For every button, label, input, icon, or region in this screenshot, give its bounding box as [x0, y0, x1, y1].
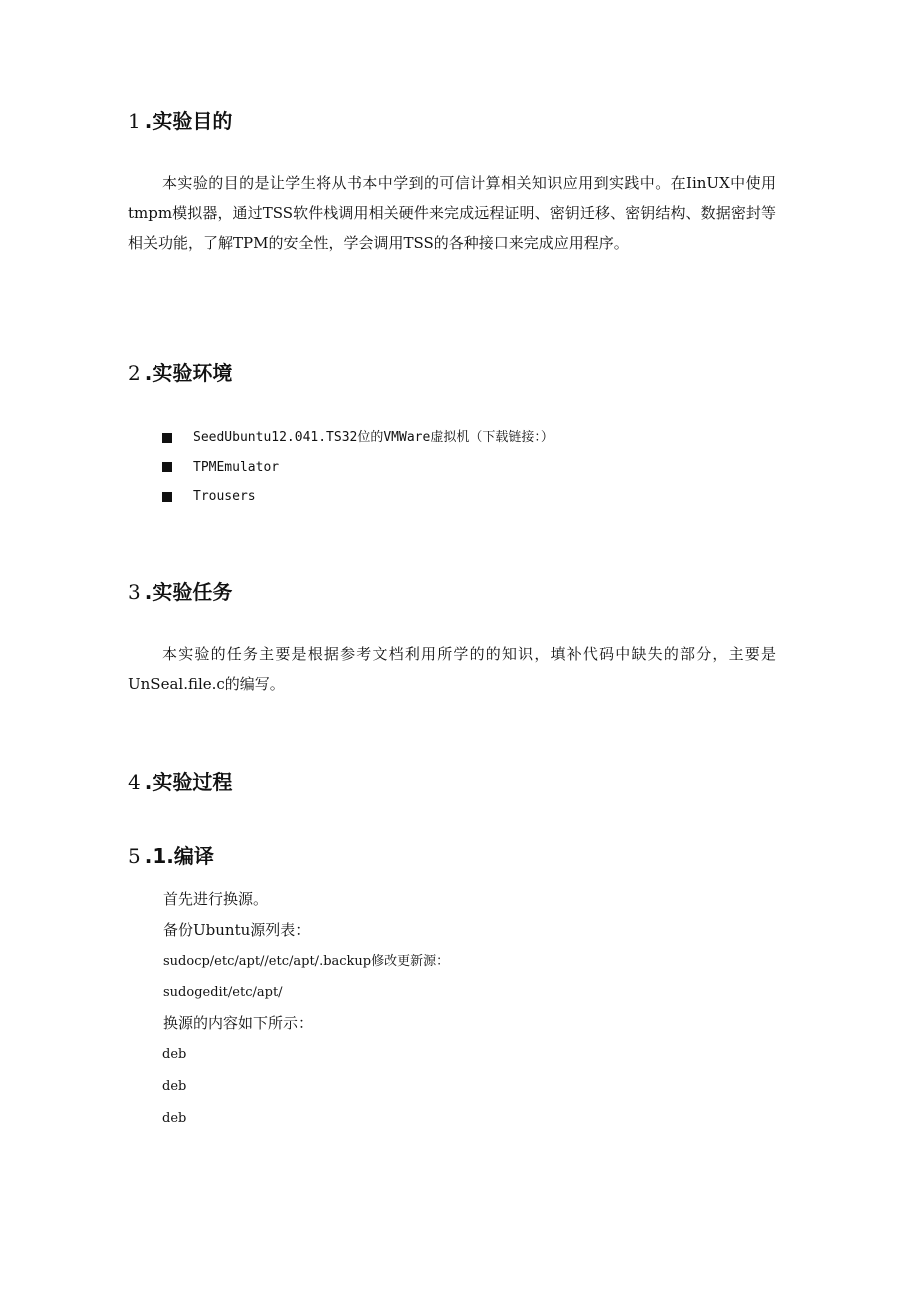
list-item-text: SeedUbuntu12.041.TS32位的VMWare虚拟机（下载链接：） — [193, 430, 554, 446]
list-item-text: TPMEmulator — [193, 459, 280, 475]
environment-list — [162, 423, 554, 512]
compile-line-2: 备份Ubuntu源列表： — [163, 921, 311, 939]
section-heading-task — [128, 580, 232, 604]
list-item — [162, 423, 554, 453]
section-title: .实验环境 — [144, 361, 233, 385]
section-number: 5 — [128, 844, 141, 868]
section-title: .实验目的 — [144, 109, 233, 133]
deb-line-1: deb — [162, 1047, 187, 1062]
section-heading-compile — [128, 844, 214, 868]
compile-line-1: 首先进行换源。 — [163, 890, 269, 908]
section-heading-process — [128, 770, 232, 794]
section-title: .实验过程 — [144, 770, 233, 794]
section-number: 1 — [128, 109, 141, 133]
purpose-paragraph: 本实验的目的是让学生将从书本中学到的可信计算相关知识应用到实践中。在IinUX中使用tmpm模拟器，通过TSS软件栈调用相关硬件来完成远程证明、密钥迁移、密钥结构、数据密封等相关功能，了解TPM的安全性，学会调用TSS的各种接口来完成应用程序。 — [128, 174, 776, 252]
compile-line-5: 换源的内容如下所示： — [163, 1014, 314, 1032]
list-item-text: Trousers — [193, 489, 256, 505]
section-heading-purpose — [128, 109, 232, 133]
deb-line-3: deb — [162, 1111, 187, 1126]
compile-line-4: sudogedit/etc/apt/ — [163, 985, 283, 1000]
list-item — [162, 482, 554, 512]
section-number: 3 — [128, 580, 141, 604]
section-number: 2 — [128, 361, 141, 385]
task-paragraph: 本实验的任务主要是根据参考文档利用所学的的知识，填补代码中缺失的部分，主要是UnSeal.file.c的编写。 — [128, 645, 776, 693]
compile-line-3: sudocp/etc/apt//etc/apt/.backup修改更新源： — [163, 954, 450, 969]
square-bullet-icon — [162, 433, 172, 443]
section-title: .实验任务 — [144, 580, 233, 604]
deb-line-2: deb — [162, 1079, 187, 1094]
section-number: 4 — [128, 770, 141, 794]
section-heading-environment — [128, 361, 232, 385]
list-item — [162, 453, 554, 483]
square-bullet-icon — [162, 462, 172, 472]
section-title: .1.编译 — [144, 844, 214, 868]
square-bullet-icon — [162, 492, 172, 502]
